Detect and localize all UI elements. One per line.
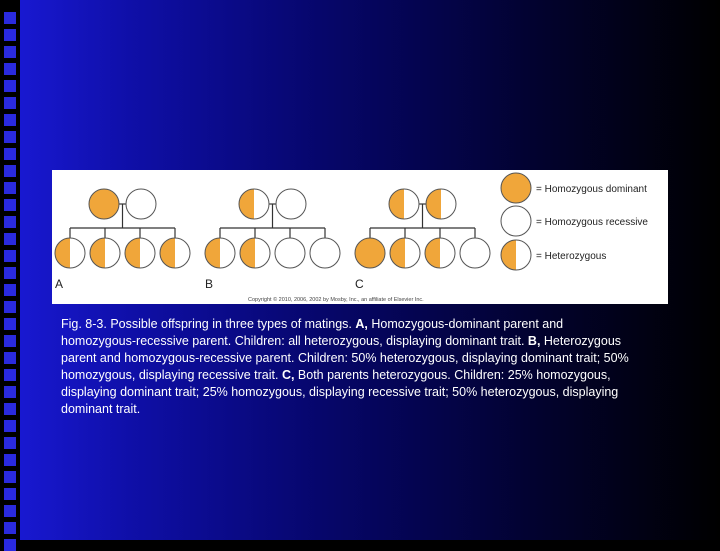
parent-circle [276,189,306,219]
decorative-square [4,199,16,211]
decorative-square [4,97,16,109]
decorative-square [4,301,16,313]
legend-label-heterozygous: = Heterozygous [536,251,607,262]
caption-b-label: B, [527,334,541,348]
decorative-square [4,148,16,160]
decorative-square [4,165,16,177]
child-circle [205,238,235,268]
decorative-square [4,522,16,534]
child-circle [425,238,455,268]
pedigree-diagram [52,170,668,304]
decorative-square [4,318,16,330]
decorative-square [4,352,16,364]
legend-circle-homozygous-recessive [501,206,531,236]
decorative-square [4,80,16,92]
decorative-square [4,369,16,381]
decorative-square [4,454,16,466]
caption-c-label: C, [281,368,295,382]
parent-circle [89,189,119,219]
decorative-square [4,46,16,58]
decorative-square [4,216,16,228]
decorative-square [4,505,16,517]
parent-circle [389,189,419,219]
decorative-square [4,29,16,41]
child-circle [310,238,340,268]
child-circle [240,238,270,268]
child-circle [160,238,190,268]
panel-label-a: A [55,277,64,291]
child-circle [125,238,155,268]
child-circle [275,238,305,268]
parent-circle [239,189,269,219]
panel-label-c: C [355,277,364,291]
decorative-square [4,386,16,398]
parent-circle [426,189,456,219]
copyright-notice: Copyright © 2010, 2006, 2002 by Mosby, Inc., an affiliate of Elsevier Inc. [248,297,424,303]
pedigree-figure [52,170,668,304]
decorative-square [4,437,16,449]
child-circle [390,238,420,268]
panel-label-b: B [205,277,214,291]
decorative-square [4,182,16,194]
decorative-square [4,114,16,126]
legend-circle-homozygous-dominant [501,173,531,203]
caption-a-label: A, [355,317,368,331]
decorative-square [4,284,16,296]
caption-a-text: Homozygous-dominant parent and homozygous-recessive parent. Children: all heterozygous, displaying dominant trait. [61,317,564,348]
child-circle [55,238,85,268]
caption-c-text: Both parents heterozygous. Children: 25% homozygous, displaying dominant trait; 25% homozygous, displaying recessive trait; 50% heterozygous, displaying dominant trait. [61,368,619,416]
decorative-square [4,420,16,432]
decorative-square [4,131,16,143]
decorative-square [4,12,16,24]
decorative-square [4,471,16,483]
decorative-square [4,539,16,551]
decorative-square [4,335,16,347]
figure-caption [61,316,641,418]
legend-circle-heterozygous [501,240,531,270]
decorative-square [4,233,16,245]
decorative-square [4,267,16,279]
decorative-square [4,488,16,500]
parent-circle [126,189,156,219]
decorative-square-strip [0,0,20,540]
decorative-square [4,250,16,262]
decorative-square [4,63,16,75]
caption-b-text: Heterozygous parent and homozygous-recessive parent. Children: 50% heterozygous, displaying dominant trait; 50% homozygous, displaying recessive trait. [61,334,629,382]
decorative-square [4,403,16,415]
legend-label-homozygous-recessive: = Homozygous recessive [536,217,648,228]
legend-label-homozygous-dominant: = Homozygous dominant [536,184,647,195]
caption-intro: Fig. 8-3. Possible offspring in three types of matings. [61,317,356,331]
child-circle [355,238,385,268]
child-circle [460,238,490,268]
child-circle [90,238,120,268]
